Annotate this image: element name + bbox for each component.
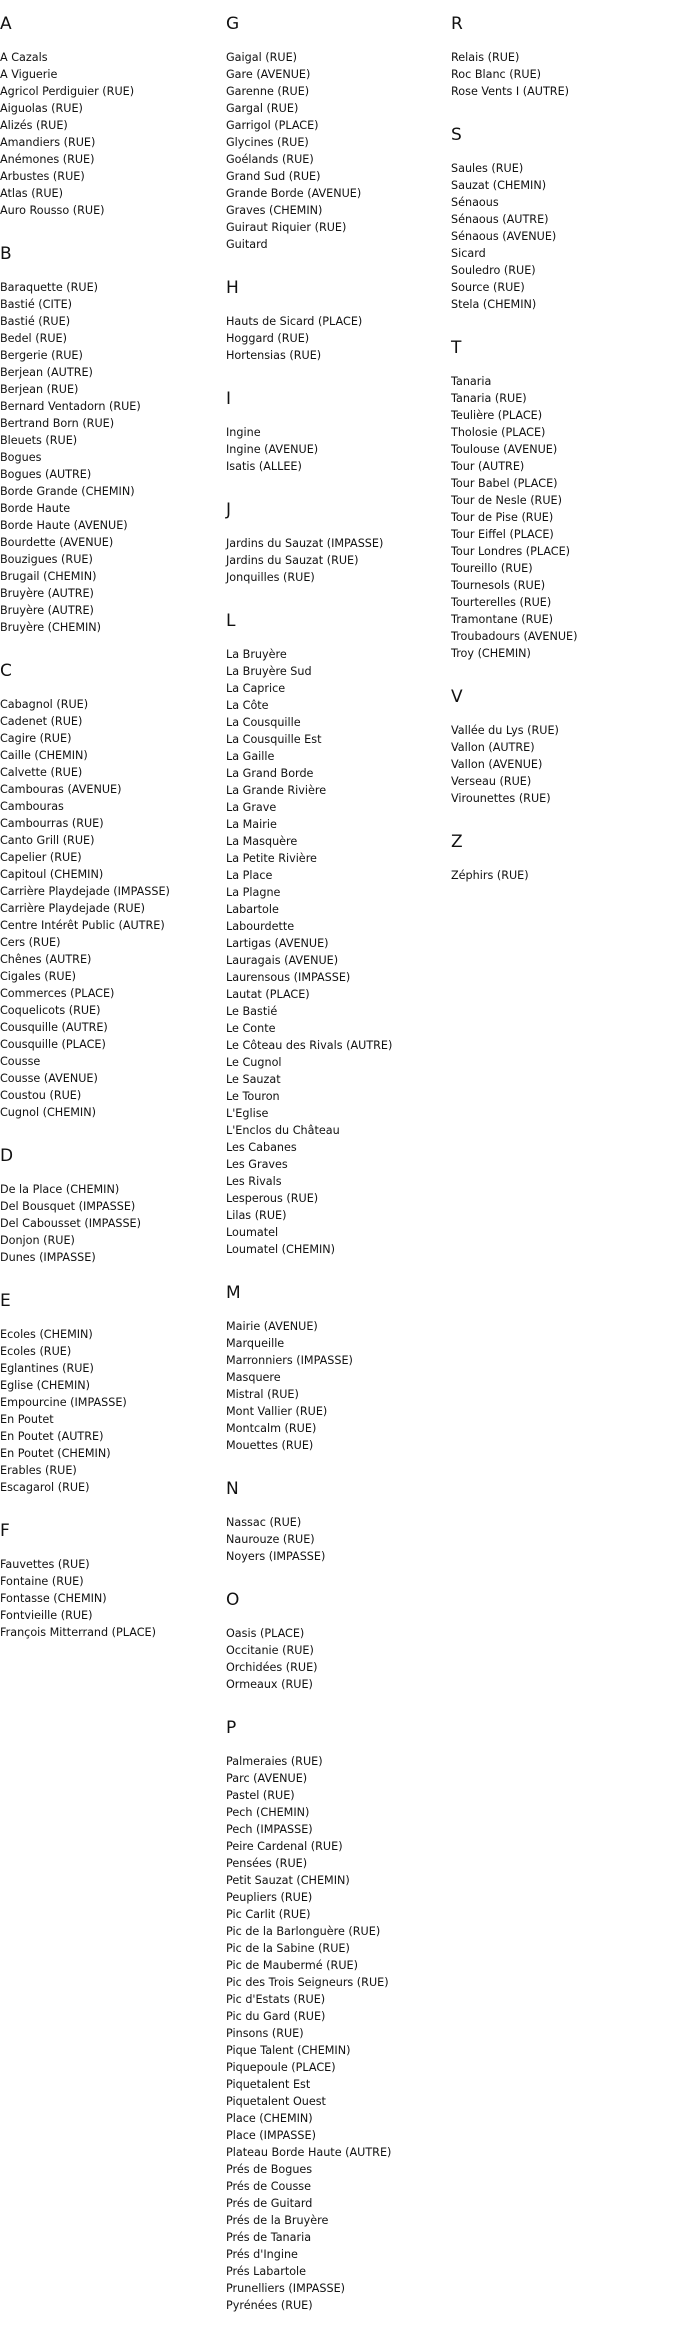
street-link[interactable]: Place (IMPASSE) [226,2129,316,2142]
street-link[interactable]: Bleuets (RUE) [0,434,78,447]
street-link[interactable]: Zéphirs (RUE) [451,869,529,882]
street-link[interactable]: Montcalm (RUE) [226,1422,317,1435]
letter-section [226,1718,446,2314]
street-list [0,1326,220,1496]
letter-heading: O [226,1590,240,1610]
index-column-1 [0,14,220,1666]
street-link[interactable]: Tour Eiffel (PLACE) [451,528,554,541]
street-link[interactable]: Peire Cardenal (RUE) [226,1840,343,1853]
letter-heading: L [226,611,236,631]
street-link[interactable]: Lesperous (RUE) [226,1192,319,1205]
street-link[interactable]: Sénaous (AVENUE) [451,230,557,243]
street-link[interactable]: Sicard [451,247,486,260]
street-link[interactable]: Eglantines (RUE) [0,1362,94,1375]
letter-section [226,1479,446,1565]
street-link[interactable]: Ecoles (CHEMIN) [0,1328,93,1341]
street-list [226,1514,446,1565]
letter-heading: C [0,661,12,681]
street-link[interactable]: Cousse [0,1055,41,1068]
street-link[interactable]: Centre Intérêt Public (AUTRE) [0,919,165,932]
street-link[interactable]: Gargal (RUE) [226,102,299,115]
street-link[interactable]: Hortensias (RUE) [226,349,322,362]
street-link[interactable]: Verseau (RUE) [451,775,532,788]
street-link[interactable]: Source (RUE) [451,281,525,294]
street-link[interactable]: Sauzat (CHEMIN) [451,179,547,192]
street-list [226,646,446,1258]
street-link[interactable]: Teulière (PLACE) [451,409,543,422]
street-link[interactable]: Noyers (IMPASSE) [226,1550,326,1563]
street-link[interactable]: Agricol Perdiguier (RUE) [0,85,135,98]
street-link[interactable]: Commerces (PLACE) [0,987,115,1000]
street-link[interactable]: Bruyère (AUTRE) [0,604,94,617]
letter-heading: S [451,125,462,145]
street-link[interactable]: La Grand Borde [226,767,314,780]
street-link[interactable]: Pique Talent (CHEMIN) [226,2044,351,2057]
street-list [451,722,671,807]
street-link[interactable]: Canto Grill (RUE) [0,834,95,847]
street-link[interactable]: Arbustes (RUE) [0,170,85,183]
street-link[interactable]: Occitanie (RUE) [226,1644,314,1657]
street-link[interactable]: Le Cugnol [226,1056,282,1069]
street-link[interactable]: Fontaine (RUE) [0,1575,84,1588]
street-link[interactable]: Pic du Gard (RUE) [226,2010,326,2023]
street-link[interactable]: Bertrand Born (RUE) [0,417,115,430]
street-link[interactable]: Marqueille [226,1337,285,1350]
street-link[interactable]: Roc Blanc (RUE) [451,68,542,81]
street-link[interactable]: Glycines (RUE) [226,136,309,149]
letter-heading: V [451,687,463,707]
letter-section [451,832,671,884]
street-link[interactable]: La Bruyère Sud [226,665,312,678]
letter-section [226,14,446,253]
street-link[interactable]: Pic de la Barlonguère (RUE) [226,1925,381,1938]
street-link[interactable]: La Cousquille [226,716,301,729]
street-link[interactable]: Prés d'Ingine [226,2248,298,2261]
street-link[interactable]: Nassac (RUE) [226,1516,302,1529]
street-link[interactable]: Piquetalent Ouest [226,2095,326,2108]
street-link[interactable]: Petit Sauzat (CHEMIN) [226,1874,350,1887]
street-link[interactable]: Escagarol (RUE) [0,1481,90,1494]
letter-heading: N [226,1479,239,1499]
street-list [0,49,220,219]
street-link[interactable]: Le Sauzat [226,1073,281,1086]
street-link[interactable]: Donjon (RUE) [0,1234,75,1247]
street-link[interactable]: Lilas (RUE) [226,1209,287,1222]
letter-section [0,14,220,219]
street-link[interactable]: Ecoles (RUE) [0,1345,72,1358]
street-link[interactable]: Carrière Playdejade (RUE) [0,902,146,915]
street-link[interactable]: Place (CHEMIN) [226,2112,313,2125]
street-link[interactable]: Bastié (RUE) [0,315,71,328]
street-link[interactable]: Cigales (RUE) [0,970,77,983]
street-link[interactable]: Borde Haute [0,502,71,515]
street-link[interactable]: Sénaous (AUTRE) [451,213,549,226]
street-link[interactable]: La Mairie [226,818,277,831]
street-link[interactable]: Berjean (AUTRE) [0,366,93,379]
street-link[interactable]: Cambouras (AVENUE) [0,783,122,796]
street-link[interactable]: Bernard Ventadorn (RUE) [0,400,141,413]
street-link[interactable]: Mont Vallier (RUE) [226,1405,328,1418]
street-link[interactable]: Vallée du Lys (RUE) [451,724,559,737]
street-link[interactable]: Mairie (AVENUE) [226,1320,318,1333]
street-link[interactable]: Lartigas (AVENUE) [226,937,329,950]
street-link[interactable]: Tour de Pise (RUE) [451,511,554,524]
street-link[interactable]: Pinsons (RUE) [226,2027,304,2040]
street-link[interactable]: Labourdette [226,920,295,933]
street-link[interactable]: Loumatel [226,1226,279,1239]
street-list [451,160,671,313]
street-link[interactable]: Vallon (AUTRE) [451,741,535,754]
street-link[interactable]: Caille (CHEMIN) [0,749,88,762]
street-link[interactable]: Plateau Borde Haute (AUTRE) [226,2146,392,2159]
street-link[interactable]: Souledro (RUE) [451,264,536,277]
street-link[interactable]: Les Rivals [226,1175,282,1188]
letter-section [451,125,671,313]
street-link[interactable]: Coustou (RUE) [0,1089,82,1102]
letter-section [0,1521,220,1641]
street-list [226,1318,446,1454]
street-link[interactable]: Prunelliers (IMPASSE) [226,2282,346,2295]
street-link[interactable]: La Grave [226,801,277,814]
street-link[interactable]: Prés de Guitard [226,2197,313,2210]
street-link[interactable]: Garrigol (PLACE) [226,119,319,132]
street-link[interactable]: Piquetalent Est [226,2078,311,2091]
street-link[interactable]: Bogues (AUTRE) [0,468,92,481]
street-link[interactable]: Guitard [226,238,268,251]
street-link[interactable]: Labartole [226,903,279,916]
street-link[interactable]: Ingine (AVENUE) [226,443,319,456]
street-link[interactable]: Garenne (RUE) [226,85,310,98]
street-link[interactable]: Gaigal (RUE) [226,51,298,64]
street-link[interactable]: La Masquère [226,835,298,848]
street-link[interactable]: Stela (CHEMIN) [451,298,537,311]
street-link[interactable]: Tanaria [451,375,492,388]
street-link[interactable]: Laurensous (IMPASSE) [226,971,351,984]
street-link[interactable]: Hauts de Sicard (PLACE) [226,315,363,328]
street-link[interactable]: Pensées (RUE) [226,1857,308,1870]
street-link[interactable]: Le Bastié [226,1005,278,1018]
letter-heading: M [226,1283,241,1303]
street-list [0,279,220,636]
street-link[interactable]: Mistral (RUE) [226,1388,299,1401]
letter-section [451,687,671,807]
street-link[interactable]: Ingine [226,426,261,439]
letter-heading: Z [451,832,463,852]
letter-section [226,1283,446,1454]
street-link[interactable]: La Cousquille Est [226,733,322,746]
street-link[interactable]: Carrière Playdejade (IMPASSE) [0,885,170,898]
street-link[interactable]: Prés de la Bruyère [226,2214,329,2227]
street-link[interactable]: Mouettes (RUE) [226,1439,314,1452]
letter-section [226,1590,446,1693]
street-link[interactable]: Rose Vents I (AUTRE) [451,85,570,98]
street-list [451,867,671,884]
street-link[interactable]: Le Touron [226,1090,280,1103]
street-list [451,373,671,662]
street-link[interactable]: Capitoul (CHEMIN) [0,868,104,881]
street-link[interactable]: Masquere [226,1371,281,1384]
street-link[interactable]: La Grande Rivière [226,784,327,797]
street-link[interactable]: Prés de Tanaria [226,2231,312,2244]
letter-heading: I [226,389,232,409]
letter-heading: E [0,1291,11,1311]
letter-section [0,244,220,636]
street-link[interactable]: Jonquilles (RUE) [226,571,315,584]
street-link[interactable]: Bastié (CITE) [0,298,73,311]
street-link[interactable]: Jardins du Sauzat (IMPASSE) [226,537,384,550]
street-link[interactable]: Le Conte [226,1022,276,1035]
street-link[interactable]: Empourcine (IMPASSE) [0,1396,127,1409]
letter-section [226,500,446,586]
street-link[interactable]: Pic des Trois Seigneurs (RUE) [226,1976,389,1989]
street-link[interactable]: Prés de Bogues [226,2163,313,2176]
letter-section [0,1291,220,1496]
street-link[interactable]: Cugnol (CHEMIN) [0,1106,96,1119]
street-link[interactable]: Cambourras (RUE) [0,817,104,830]
street-link[interactable]: Oasis (PLACE) [226,1627,305,1640]
street-link[interactable]: Dunes (IMPASSE) [0,1251,96,1264]
street-link[interactable]: En Poutet [0,1413,54,1426]
street-link[interactable]: A Viguerie [0,68,58,81]
street-link[interactable]: Brugail (CHEMIN) [0,570,97,583]
street-link[interactable]: En Poutet (AUTRE) [0,1430,104,1443]
street-list [451,49,671,100]
street-link[interactable]: La Place [226,869,273,882]
street-link[interactable]: Tournesols (RUE) [451,579,546,592]
street-link[interactable]: Berjean (RUE) [0,383,79,396]
street-link[interactable]: Pech (IMPASSE) [226,1823,313,1836]
street-link[interactable]: Parc (AVENUE) [226,1772,308,1785]
street-link[interactable]: Tramontane (RUE) [451,613,554,626]
street-list [226,1753,446,2314]
street-link[interactable]: Prés de Cousse [226,2180,311,2193]
street-link[interactable]: Relais (RUE) [451,51,520,64]
street-link[interactable]: Amandiers (RUE) [0,136,96,149]
street-link[interactable]: Pic Carlit (RUE) [226,1908,311,1921]
street-link[interactable]: Orchidées (RUE) [226,1661,318,1674]
street-link[interactable]: Saules (RUE) [451,162,524,175]
letter-heading: F [0,1521,10,1541]
street-link[interactable]: Les Cabanes [226,1141,297,1154]
street-link[interactable]: Borde Grande (CHEMIN) [0,485,135,498]
street-link[interactable]: Cers (RUE) [0,936,61,949]
street-link[interactable]: Les Graves [226,1158,288,1171]
street-link[interactable]: Cabagnol (RUE) [0,698,89,711]
street-link[interactable]: Fontasse (CHEMIN) [0,1592,107,1605]
street-link[interactable]: Coquelicots (RUE) [0,1004,101,1017]
street-link[interactable]: Pyrénées (RUE) [226,2299,313,2312]
street-link[interactable]: Anémones (RUE) [0,153,95,166]
letter-section [0,1146,220,1266]
street-link[interactable]: Le Côteau des Rivals (AUTRE) [226,1039,393,1052]
street-link[interactable]: Bogues [0,451,42,464]
street-link[interactable]: Calvette (RUE) [0,766,83,779]
street-link[interactable]: Pech (CHEMIN) [226,1806,310,1819]
street-link[interactable]: Cagire (RUE) [0,732,72,745]
street-link[interactable]: Baraquette (RUE) [0,281,99,294]
street-link[interactable]: Graves (CHEMIN) [226,204,323,217]
street-link[interactable]: Eglise (CHEMIN) [0,1379,90,1392]
letter-heading: H [226,278,239,298]
street-link[interactable]: La Côte [226,699,269,712]
street-list [226,49,446,253]
street-link[interactable]: Atlas (RUE) [0,187,63,200]
letter-heading: A [0,14,12,34]
street-link[interactable]: La Gaille [226,750,275,763]
street-list [0,1556,220,1641]
street-link[interactable]: Del Bousquet (IMPASSE) [0,1200,136,1213]
letter-section [226,278,446,364]
street-link[interactable]: Toureillo (RUE) [451,562,533,575]
street-link[interactable]: Palmeraies (RUE) [226,1755,323,1768]
street-link[interactable]: Borde Haute (AVENUE) [0,519,128,532]
letter-heading: T [451,338,462,358]
street-link[interactable]: Cousquille (PLACE) [0,1038,106,1051]
street-list [226,424,446,475]
street-link[interactable]: Guiraut Riquier (RUE) [226,221,347,234]
street-link[interactable]: En Poutet (CHEMIN) [0,1447,111,1460]
street-link[interactable]: La Plagne [226,886,281,899]
street-list [226,1625,446,1693]
street-link[interactable]: Peupliers (RUE) [226,1891,313,1904]
street-link[interactable]: Grand Sud (RUE) [226,170,321,183]
street-list [0,696,220,1121]
street-link[interactable]: Jardins du Sauzat (RUE) [226,554,359,567]
street-link[interactable]: Cousquille (AUTRE) [0,1021,108,1034]
street-link[interactable]: Fauvettes (RUE) [0,1558,90,1571]
street-link[interactable]: Naurouze (RUE) [226,1533,315,1546]
street-link[interactable]: Cousse (AVENUE) [0,1072,98,1085]
street-link[interactable]: L'Enclos du Château [226,1124,340,1137]
street-link[interactable]: Tanaria (RUE) [451,392,527,405]
street-link[interactable]: Prés Labartole [226,2265,307,2278]
street-link[interactable]: Bourdette (AVENUE) [0,536,114,549]
street-link[interactable]: L'Eglise [226,1107,269,1120]
street-list [226,535,446,586]
index-column-3 [451,14,671,909]
street-link[interactable]: Tour (AUTRE) [451,460,525,473]
street-link[interactable]: Capelier (RUE) [0,851,82,864]
street-link[interactable]: Marronniers (IMPASSE) [226,1354,353,1367]
street-link[interactable]: Bouzigues (RUE) [0,553,93,566]
street-link[interactable]: Chênes (AUTRE) [0,953,92,966]
street-link[interactable]: Loumatel (CHEMIN) [226,1243,336,1256]
letter-section [226,389,446,475]
street-link[interactable]: Ormeaux (RUE) [226,1678,313,1691]
letter-heading: P [226,1718,237,1738]
street-link[interactable]: Pic de la Sabine (RUE) [226,1942,350,1955]
index-column-2 [226,14,446,2339]
street-list [226,313,446,364]
letter-section [451,14,671,100]
street-link[interactable]: Fontvieille (RUE) [0,1609,93,1622]
street-link[interactable]: Hoggard (RUE) [226,332,310,345]
street-link[interactable]: Lautat (PLACE) [226,988,310,1001]
street-link[interactable]: La Bruyère [226,648,287,661]
letter-heading: J [226,500,232,520]
street-link[interactable]: De la Place (CHEMIN) [0,1183,120,1196]
letter-section [0,661,220,1121]
street-link[interactable]: A Cazals [0,51,48,64]
street-link[interactable]: Bergerie (RUE) [0,349,83,362]
letter-heading: R [451,14,463,34]
street-link[interactable]: Tourterelles (RUE) [451,596,552,609]
letter-heading: B [0,244,12,264]
street-link[interactable]: Vallon (AVENUE) [451,758,543,771]
street-link[interactable]: Troy (CHEMIN) [451,647,531,660]
street-link[interactable]: Tholosie (PLACE) [451,426,546,439]
street-link[interactable]: Bruyère (CHEMIN) [0,621,102,634]
street-link[interactable]: Aiguolas (RUE) [0,102,83,115]
street-link[interactable]: Gare (AVENUE) [226,68,311,81]
street-link[interactable]: Auro Rousso (RUE) [0,204,105,217]
letter-section [451,338,671,662]
street-link[interactable]: Sénaous [451,196,499,209]
street-link[interactable]: Pic de Maubermé (RUE) [226,1959,358,1972]
street-link[interactable]: Bedel (RUE) [0,332,67,345]
letter-heading: G [226,14,240,34]
street-link[interactable]: La Petite Rivière [226,852,317,865]
letter-heading: D [0,1146,14,1166]
street-link[interactable]: Tour Londres (PLACE) [451,545,571,558]
street-link[interactable]: Tour de Nesle (RUE) [451,494,562,507]
street-link[interactable]: Bruyère (AUTRE) [0,587,94,600]
letter-section [226,611,446,1258]
street-link[interactable]: Goélands (RUE) [226,153,314,166]
street-link[interactable]: Lauragais (AVENUE) [226,954,339,967]
street-list [0,1181,220,1266]
street-link[interactable]: Alizés (RUE) [0,119,68,132]
street-link[interactable]: La Caprice [226,682,286,695]
street-link[interactable]: Pic d'Estats (RUE) [226,1993,326,2006]
street-link[interactable]: Piquepoule (PLACE) [226,2061,336,2074]
street-link[interactable]: Toulouse (AVENUE) [451,443,558,456]
street-link[interactable]: Isatis (ALLEE) [226,460,302,473]
street-link[interactable]: François Mitterrand (PLACE) [0,1626,156,1639]
street-link[interactable]: Cambouras [0,800,64,813]
street-link[interactable]: Grande Borde (AVENUE) [226,187,362,200]
street-link[interactable]: Del Cabousset (IMPASSE) [0,1217,141,1230]
street-link[interactable]: Pastel (RUE) [226,1789,295,1802]
street-link[interactable]: Cadenet (RUE) [0,715,83,728]
street-link[interactable]: Troubadours (AVENUE) [451,630,578,643]
street-link[interactable]: Tour Babel (PLACE) [451,477,558,490]
street-link[interactable]: Erables (RUE) [0,1464,77,1477]
street-link[interactable]: Virounettes (RUE) [451,792,551,805]
